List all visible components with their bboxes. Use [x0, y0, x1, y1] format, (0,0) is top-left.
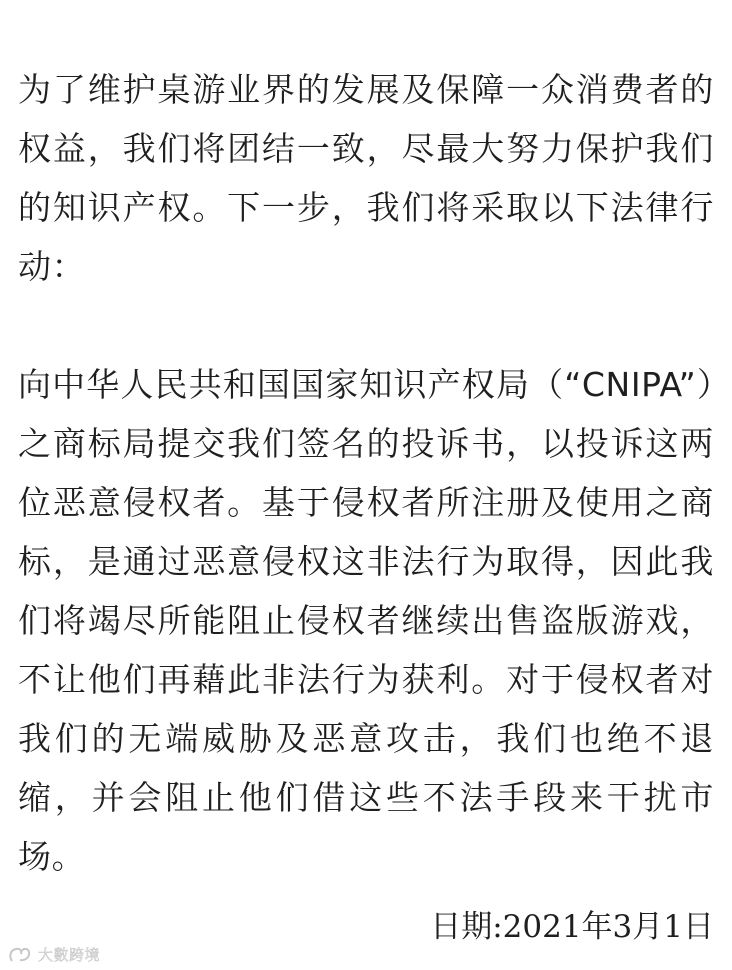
watermark-text: 大數跨境	[38, 946, 101, 964]
document-body	[18, 60, 714, 886]
brand-logo-icon	[8, 945, 32, 965]
watermark	[8, 944, 100, 965]
paragraph-legal-action: 向中华人民共和国国家知识产权局（“CNIPA”）之商标局提交我们签名的投诉书，以投诉这两位恶意侵权者。基于侵权者所注册及使用之商标，是通过恶意侵权这非法行为取得，因此我们将竭尽所能阻止侵权者继续出售盗版游戏，不让他们再藉此非法行为获利。对于侵权者对我们的无端威胁及恶意攻击，我们也绝不退缩，并会阻止他们借这些不法手段来干扰市场。	[18, 365, 714, 876]
document-date: 日期:2021年3月1日	[430, 909, 714, 945]
paragraph-intro: 为了维护桌游业界的发展及保障一众消费者的权益，我们将团结一致，尽最大努力保护我们的知识产权。下一步，我们将采取以下法律行动：	[18, 70, 714, 286]
